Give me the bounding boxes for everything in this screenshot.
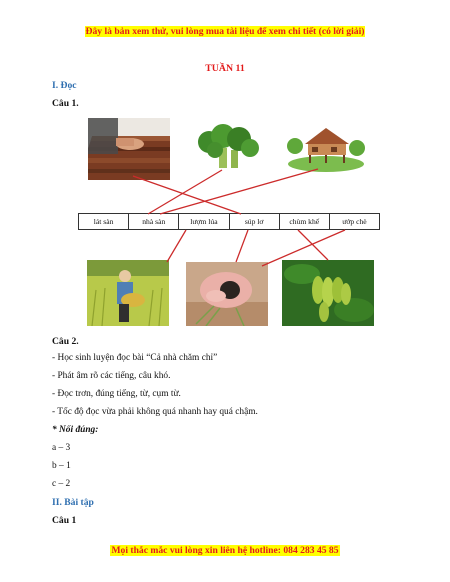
- q2-line: - Phát âm rõ các tiếng, câu khó.: [52, 371, 171, 381]
- word-cell[interactable]: nhà sàn: [129, 214, 179, 229]
- q2-line: - Đọc trơn, đúng tiếng, từ, cụm từ.: [52, 389, 181, 399]
- q2-line: - Học sinh luyện đọc bài “Cả nhà chăm chỉ”: [52, 353, 218, 363]
- hotline-footer: Mọi thắc mắc vui lòng xin liên hệ hotline: 084 283 45 85: [111, 545, 339, 556]
- answer-item: b – 1: [52, 461, 71, 471]
- answer-item: c – 2: [52, 479, 71, 489]
- section-reading-heading: I. Đọc: [52, 80, 77, 91]
- exercise-question-1-label: Câu 1: [52, 515, 77, 526]
- question-2-label: Câu 2.: [52, 336, 79, 347]
- word-cell[interactable]: súp lơ: [230, 214, 280, 229]
- q2-line: - Tốc độ đọc vừa phải không quá nhanh hay quá chậm.: [52, 407, 258, 417]
- question-1-label: Câu 1.: [52, 98, 79, 109]
- answer-heading: * Nối đúng:: [52, 425, 99, 435]
- match-line: [160, 169, 318, 214]
- word-cell[interactable]: lát sàn: [79, 214, 129, 229]
- match-line: [236, 230, 248, 262]
- word-cell[interactable]: chùm khế: [280, 214, 330, 229]
- section-exercise-heading: II. Bài tập: [52, 497, 94, 508]
- match-line: [298, 230, 328, 260]
- preview-notice-banner: Đây là bản xem thử, vui lòng mua tài liệu để xem chi tiết (có lời giải): [85, 26, 365, 37]
- week-title: TUẦN 11: [205, 63, 245, 74]
- match-line: [167, 230, 186, 262]
- word-cell[interactable]: ướp chè: [342, 217, 367, 226]
- answer-item: a – 3: [52, 443, 71, 453]
- word-cell[interactable]: lượm lúa: [179, 214, 229, 229]
